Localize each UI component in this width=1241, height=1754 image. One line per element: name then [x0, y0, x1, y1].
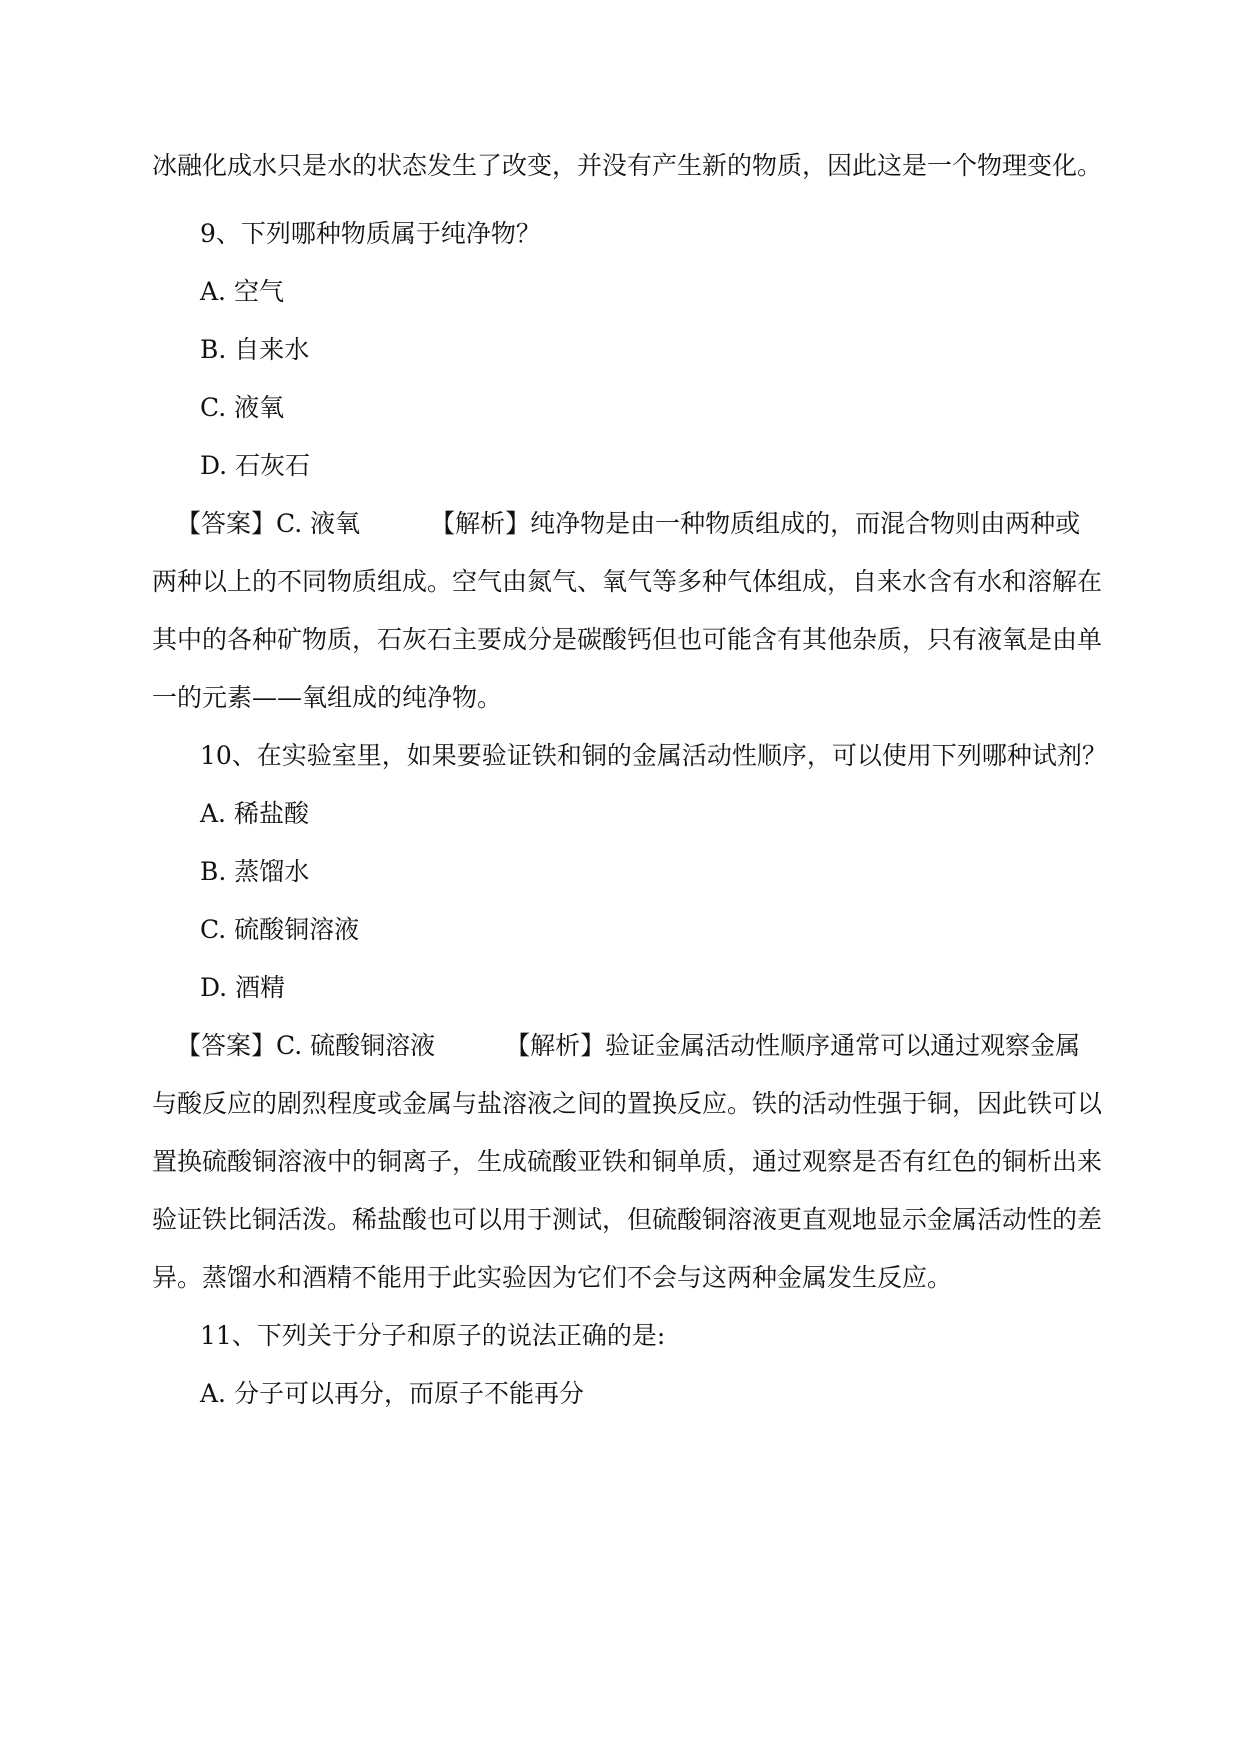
q10-answer-line: [176, 1030, 1116, 1062]
q10-analysis-line-2: 与酸反应的剧烈程度或金属与盐溶液之间的置换反应。铁的活动性强于铜，因此铁可以: [152, 1089, 1103, 1118]
q11-option-a: A. 分子可以再分，而原子不能再分: [200, 1379, 584, 1408]
q9-option-c: C. 液氧: [200, 393, 285, 422]
q9-option-a: A. 空气: [200, 277, 284, 306]
q9-option-d: D. 石灰石: [200, 451, 311, 480]
q10-analysis-line-5: 异。蒸馏水和酒精不能用于此实验因为它们不会与这两种金属发生反应。: [152, 1263, 953, 1292]
q9-analysis-line-2: 两种以上的不同物质组成。空气由氮气、氧气等多种气体组成，自来水含有水和溶解在: [152, 567, 1103, 596]
question-11: 11、下列关于分子和原子的说法正确的是:: [200, 1321, 666, 1350]
q9-analysis-line-3: 其中的各种矿物质，石灰石主要成分是碳酸钙但也可能含有其他杂质，只有液氧是由单: [152, 625, 1103, 654]
question-9: 9、下列哪种物质属于纯净物？: [200, 219, 541, 248]
q10-analysis-line-3: 置换硫酸铜溶液中的铜离子，生成硫酸亚铁和铜单质，通过观察是否有红色的铜析出来: [152, 1147, 1103, 1176]
q10-analysis-line-1: 【解析】验证金属活动性顺序通常可以通过观察金属: [505, 1031, 1081, 1060]
q10-option-a: A. 稀盐酸: [200, 799, 309, 828]
q10-analysis-line-4: 验证铁比铜活泼。稀盐酸也可以用于测试，但硫酸铜溶液更直观地显示金属活动性的差: [152, 1205, 1103, 1234]
q10-option-d: D. 酒精: [200, 973, 286, 1002]
q9-analysis-line-4: 一的元素——氧组成的纯净物。: [152, 683, 503, 712]
q10-option-c: C. 硫酸铜溶液: [200, 915, 360, 944]
q9-analysis-line-1: 【解析】纯净物是由一种物质组成的，而混合物则由两种或: [430, 509, 1081, 538]
intro-paragraph: 冰融化成水只是水的状态发生了改变，并没有产生新的物质，因此这是一个物理变化。: [152, 151, 1103, 180]
q9-answer: 【答案】C. 液氧: [176, 509, 361, 538]
q9-option-b: B. 自来水: [200, 335, 310, 364]
q9-answer-line: [176, 508, 1116, 540]
question-10: 10、在实验室里，如果要验证铁和铜的金属活动性顺序，可以使用下列哪种试剂？: [200, 741, 1107, 770]
q10-option-b: B. 蒸馏水: [200, 857, 310, 886]
q10-answer: 【答案】C. 硫酸铜溶液: [176, 1031, 436, 1060]
